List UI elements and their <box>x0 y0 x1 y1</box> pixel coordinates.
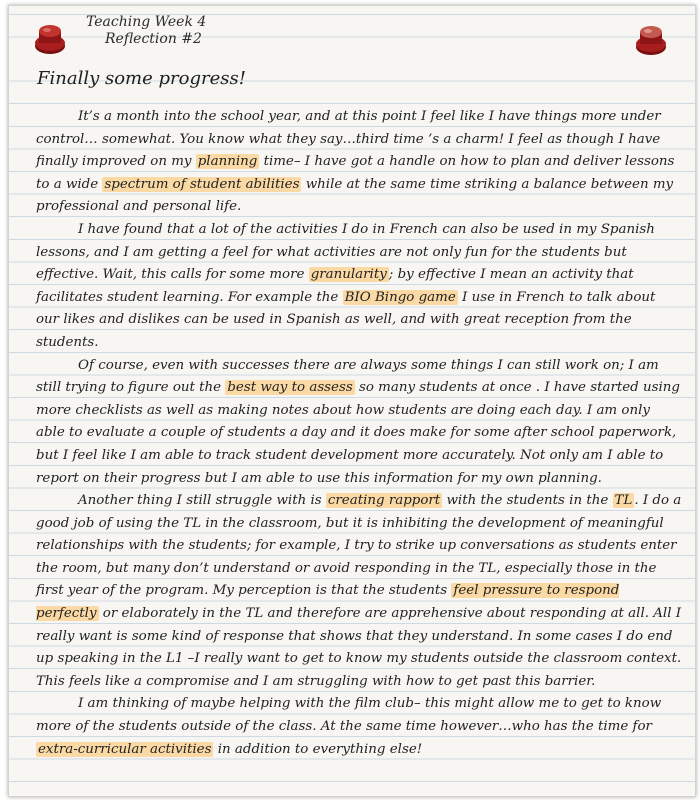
week-label: Teaching Week 4 <box>86 14 207 30</box>
paragraph-text: Another thing I still struggle with is <box>78 493 326 509</box>
pushpin-icon <box>33 22 67 56</box>
notebook-page <box>8 5 696 797</box>
journal-paragraph <box>36 490 682 693</box>
paragraph-text: in addition to everything else! <box>213 741 423 757</box>
reflection-label: Reflection #2 <box>105 31 202 47</box>
paragraph-text: or elaborately in the TL and therefore are apprehensive about responding at all. All I really want is some kind of response that shows that they understand. In some cases I do end up speaking in the L1 –I really want to get to know my students outside the classroom context. This feels like a compromise and I am struggling with how to get past this barrier. <box>36 606 682 689</box>
journal-paragraph <box>36 693 682 761</box>
paragraph-text: I am thinking of maybe helping with the film club– this might allow me to get to know more of the students outside of the class. At the same time however…who has the time for <box>36 696 662 735</box>
highlighted-phrase: granularity <box>310 267 387 283</box>
journal-paragraph <box>36 355 682 491</box>
highlighted-phrase: spectrum of student abilities <box>104 176 300 192</box>
paragraph-text: Of course, even with successes there are always some things I can still work on; I am still trying to figure out the <box>36 357 659 396</box>
paragraph-text: I have found that a lot of the activities I do in French can also be used in my Spanish lessons, and I am getting a feel for what activities are not only fun for the students but effective. Wait, this calls for some more <box>36 221 655 283</box>
highlighted-phrase: planning <box>197 154 258 170</box>
paragraph-text: with the students in the <box>442 493 613 509</box>
pushpin-icon <box>634 23 668 57</box>
paragraph-text: ; by effective I mean an activity that facilitates student learning. For example the <box>36 267 634 305</box>
highlighted-phrase: best way to assess <box>227 380 353 396</box>
highlighted-phrase: creating rapport <box>327 493 441 509</box>
journal-body <box>36 106 682 761</box>
journal-paragraph <box>36 106 682 219</box>
paragraph-text: . I do a good job of using the TL in the classroom, but it is inhibiting the development of meaningful relationships with the students; for example, I try to strike up conversations as students enter the room, but many don’t understand or avoid responding in the TL, especially those in the first year of the program. My perception is that the students <box>36 493 682 599</box>
highlighted-phrase: extra-curricular activities <box>38 741 212 757</box>
journal-paragraph <box>36 219 682 355</box>
page-header <box>84 14 224 48</box>
highlighted-phrase: TL <box>614 493 633 509</box>
paragraph-text: It’s a month into the school year, and at this point I feel like I have things more under control… somewhat. You know what they say…third time ’s a charm! I feel as though I have finally improved on my <box>36 109 661 170</box>
paragraph-text: time– I have got a handle on how to plan and deliver lessons to a wide <box>36 154 675 192</box>
paragraph-text: I use in French to talk about our likes and dislikes can be used in Spanish as well, and with great reception from the students. <box>36 289 656 350</box>
paragraph-text: so many students at once . I have started using more checklists as well as making notes about how students are doing each day. I am only able to evaluate a couple of students a day and it does make for some after school paperwork, but I feel like I am able to track student development more accurately. Not only am I able to report on their progress but I am able to use this information for my own planning. <box>36 380 680 486</box>
page-title: Finally some progress! <box>37 68 246 89</box>
highlighted-phrase: feel pressure to respond perfectly <box>36 583 620 622</box>
paragraph-text: while at the same time striking a balance between my professional and personal life. <box>36 176 674 215</box>
highlighted-phrase: BIO Bingo game <box>344 289 456 305</box>
